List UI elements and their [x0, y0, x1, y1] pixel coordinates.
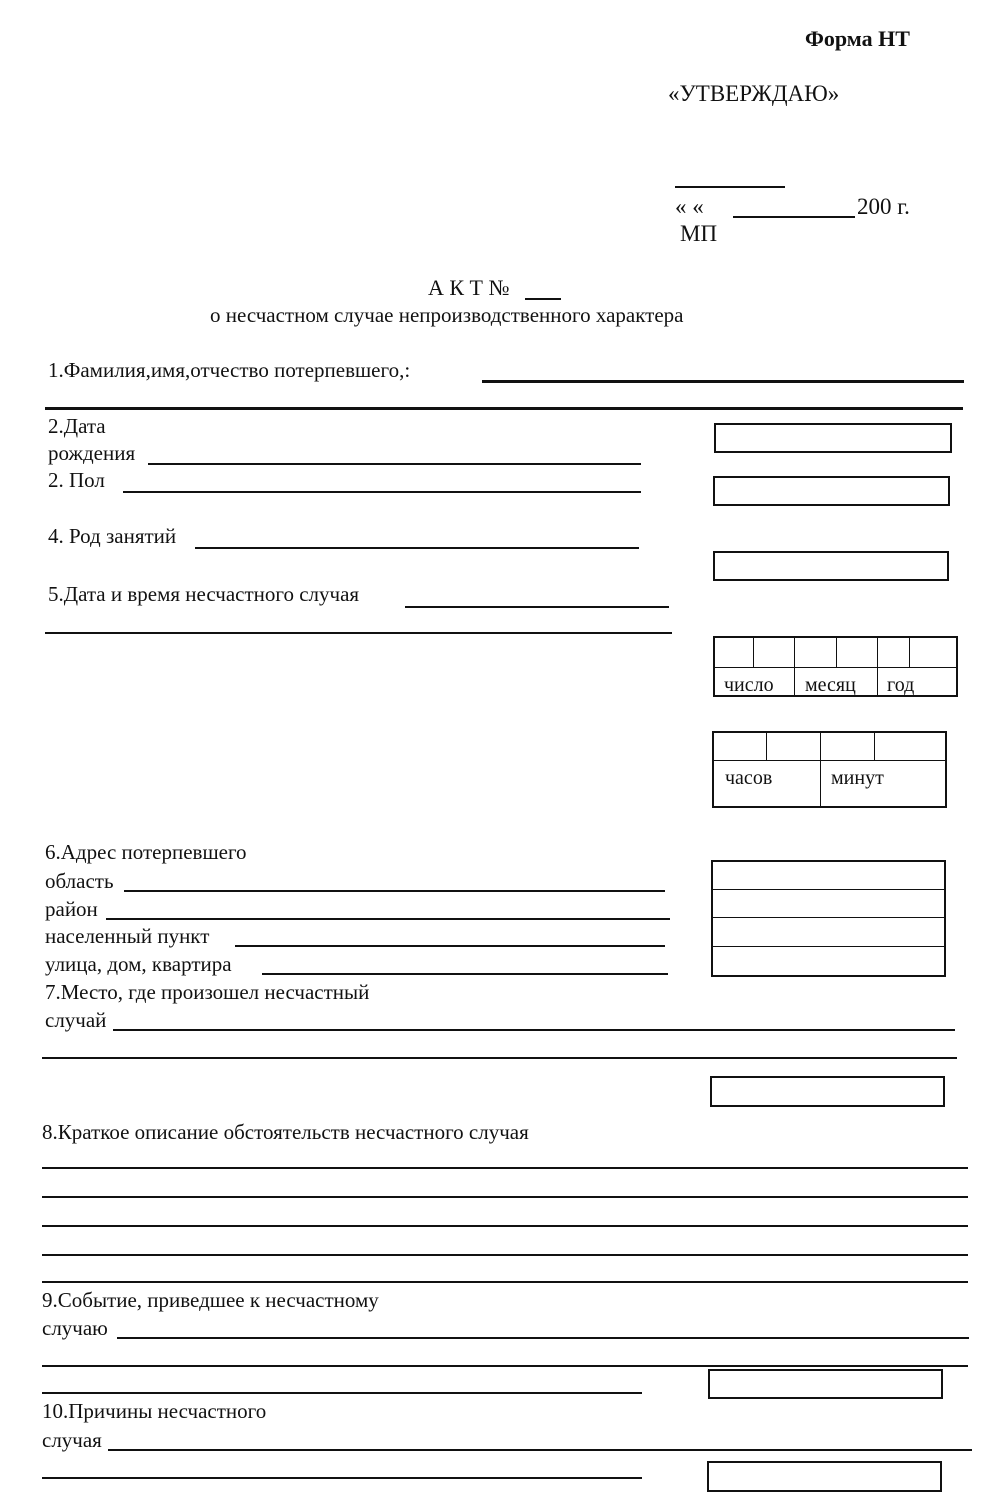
- field-9-label-b: случаю: [42, 1316, 108, 1340]
- field-2-label-a: 2.Дата: [48, 414, 106, 438]
- birthdate-line[interactable]: [148, 463, 641, 465]
- region-line[interactable]: [124, 890, 665, 892]
- field-10-label-a: 10.Причины несчастного: [42, 1399, 267, 1423]
- act-title: А К Т №: [428, 275, 510, 300]
- place-line[interactable]: [113, 1029, 955, 1031]
- place-code-box[interactable]: [710, 1076, 945, 1107]
- approval-date-quotes: « «: [675, 194, 704, 219]
- sex-line[interactable]: [123, 491, 641, 493]
- field-7-label-b: случай: [45, 1008, 107, 1032]
- field-9-label-a: 9.Событие, приведшее к несчастному: [42, 1288, 379, 1312]
- street-label: улица, дом, квартира: [45, 952, 232, 976]
- stamp-label: МП: [680, 221, 718, 246]
- sex-code-box[interactable]: [713, 476, 950, 506]
- field-1-line[interactable]: [482, 380, 964, 383]
- approve-heading: «УТВЕРЖДАЮ»: [668, 81, 840, 106]
- field-4-label: 4. Род занятий: [48, 524, 177, 548]
- act-subtitle: о несчастном случае непроизводственного характера: [210, 303, 684, 327]
- time-hours-label: часов: [725, 767, 773, 789]
- district-line[interactable]: [106, 918, 670, 920]
- description-line-4[interactable]: [42, 1254, 968, 1256]
- field-7-label-a: 7.Место, где произошел несчастный: [45, 980, 370, 1004]
- accident-datetime-line-2[interactable]: [45, 632, 672, 634]
- date-month-label: месяц: [805, 674, 856, 696]
- field-8-label: 8.Краткое описание обстоятельств несчастного случая: [42, 1120, 529, 1144]
- description-line-1[interactable]: [42, 1167, 968, 1169]
- approval-month-line[interactable]: [733, 216, 855, 218]
- occupation-line[interactable]: [195, 547, 639, 549]
- locality-line[interactable]: [235, 945, 665, 947]
- act-number-line[interactable]: [525, 298, 561, 300]
- description-line-5[interactable]: [42, 1281, 968, 1283]
- field-6-label: 6.Адрес потерпевшего: [45, 840, 247, 864]
- approver-signature-line[interactable]: [675, 186, 785, 188]
- causes-line[interactable]: [108, 1449, 972, 1451]
- causes-code-box[interactable]: [707, 1461, 942, 1492]
- accident-datetime-line[interactable]: [405, 606, 669, 608]
- place-line-2[interactable]: [42, 1057, 957, 1059]
- street-line[interactable]: [262, 973, 668, 975]
- field-10-label-b: случая: [42, 1428, 102, 1452]
- district-label: район: [45, 897, 98, 921]
- approval-year: 200 г.: [857, 194, 910, 219]
- description-line-2[interactable]: [42, 1196, 968, 1198]
- field-1-line-2[interactable]: [45, 407, 963, 410]
- event-line[interactable]: [117, 1337, 969, 1339]
- time-minutes-label: минут: [831, 767, 884, 789]
- address-code-boxes[interactable]: [711, 860, 946, 977]
- locality-label: населенный пункт: [45, 924, 210, 948]
- date-day-label: число: [724, 674, 774, 696]
- description-line-3[interactable]: [42, 1225, 968, 1227]
- date-grid[interactable]: [713, 636, 958, 697]
- occupation-code-box[interactable]: [713, 551, 949, 581]
- field-2-label-b: рождения: [48, 441, 136, 465]
- causes-line-2[interactable]: [42, 1477, 642, 1479]
- region-label: область: [45, 869, 114, 893]
- form-label: Форма НТ: [805, 26, 910, 51]
- event-line-2[interactable]: [42, 1365, 968, 1367]
- field-sex-label: 2. Пол: [48, 468, 105, 492]
- birthdate-code-box[interactable]: [714, 423, 952, 453]
- date-year-label: год: [887, 674, 915, 696]
- time-grid[interactable]: [712, 731, 947, 808]
- field-5-label: 5.Дата и время несчастного случая: [48, 582, 360, 606]
- field-1-label: 1.Фамилия,имя,отчество потерпевшего,:: [48, 358, 411, 382]
- event-code-box[interactable]: [708, 1369, 943, 1399]
- event-line-3[interactable]: [42, 1392, 642, 1394]
